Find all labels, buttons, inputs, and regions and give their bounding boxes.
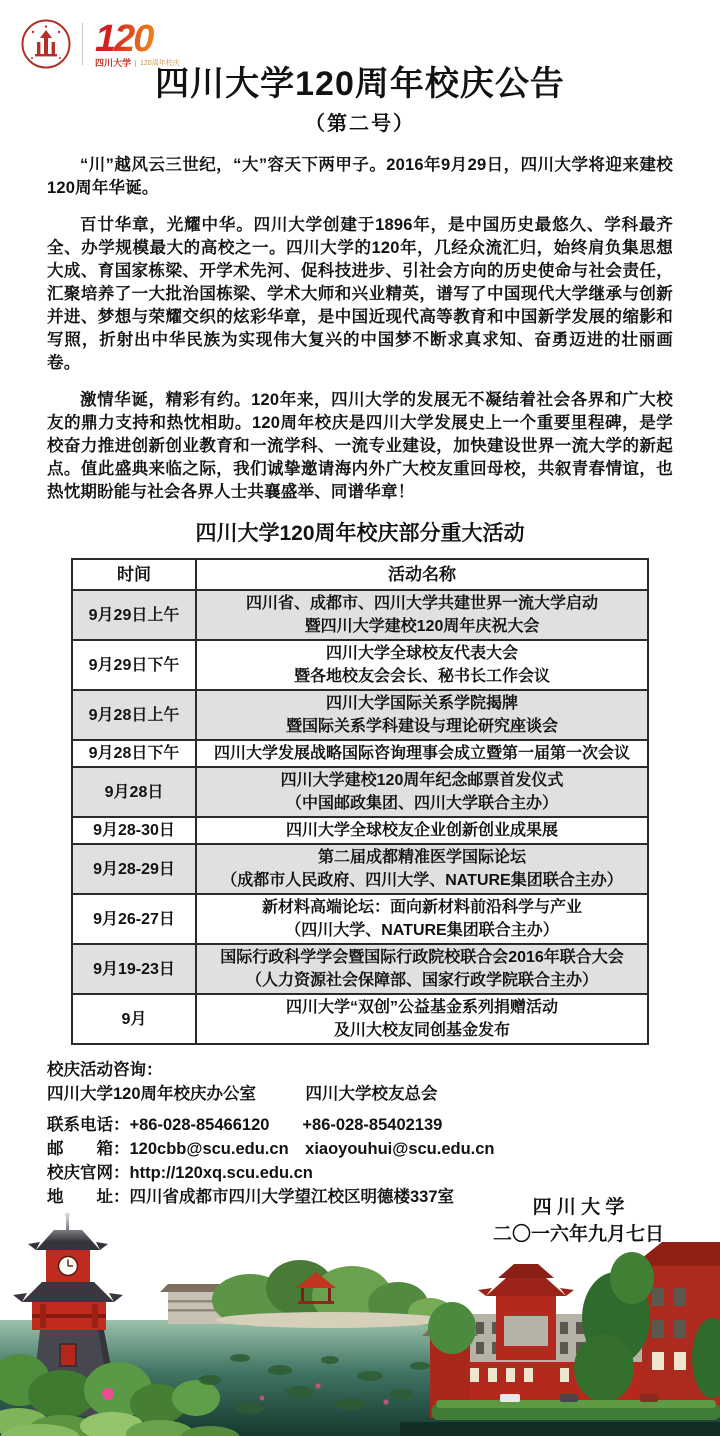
event-time: 9月29日下午 — [72, 640, 196, 690]
table-row — [72, 844, 648, 894]
table-row — [72, 817, 648, 844]
seal-gate-emblem — [31, 25, 61, 59]
event-time: 9月28-29日 — [72, 844, 196, 894]
table-row — [72, 767, 648, 817]
logo-university-name: 四川大学 — [95, 58, 132, 68]
contact-website: 校庆官网：http://120xq.scu.edu.cn — [47, 1164, 313, 1182]
table-row — [72, 894, 648, 944]
events-table-title: 四川大学120周年校庆部分重大活动 — [195, 522, 525, 545]
table-row — [72, 690, 648, 740]
announcement-body — [0, 154, 720, 504]
contact-organizations: 四川大学120周年校庆办公室 四川大学校友总会 — [47, 1085, 438, 1103]
events-table — [71, 558, 649, 1045]
car — [560, 1394, 578, 1402]
contact-heading: 校庆活动咨询： — [47, 1061, 163, 1079]
anniversary-120-logo — [95, 20, 180, 68]
event-activity: 四川大学全球校友代表大会 暨各地校友会会长、秘书长工作会议 — [196, 640, 648, 690]
event-activity: 四川大学全球校友企业创新创业成果展 — [196, 817, 648, 844]
event-time: 9月28-30日 — [72, 817, 196, 844]
event-activity: 四川大学国际关系学院揭牌 暨国际关系学科建设与理论研究座谈会 — [196, 690, 648, 740]
car — [500, 1394, 520, 1402]
table-row — [72, 944, 648, 994]
contact-address: 地 址：四川省成都市四川大学望江校区明德楼337室 — [47, 1188, 455, 1206]
table-row — [72, 994, 648, 1044]
water-shadow — [400, 1422, 720, 1436]
event-activity: 国际行政科学学会暨国际行政院校联合会2016年联合大会 （人力资源社会保障部、国家行政学院联合主办） — [196, 944, 648, 994]
logo-divider — [82, 23, 83, 65]
logo-120-number: 120 — [95, 20, 180, 58]
sichuan-university-seal-icon — [20, 18, 72, 70]
pink-balloon — [102, 1388, 114, 1400]
signature-block — [493, 1194, 664, 1248]
contact-phone: 联系电话：+86-028-85466120 +86-028-85402139 — [47, 1116, 443, 1134]
col-header-activity: 活动名称 — [196, 559, 648, 590]
contact-block — [47, 1058, 720, 1209]
table-row — [72, 740, 648, 767]
car — [640, 1394, 658, 1402]
table-row — [72, 590, 648, 640]
event-activity: 第二届成都精准医学国际论坛 （成都市人民政府、四川大学、NATURE集团联合主办） — [196, 844, 648, 894]
contact-email: 邮 箱：120cbb@scu.edu.cn xiaoyouhui@scu.edu.cn — [47, 1140, 495, 1158]
event-time: 9月28日 — [72, 767, 196, 817]
paragraph-3: 激情华诞，精彩有约。120年来，四川大学的发展无不凝结着社会各界和广大校友的鼎力支持和热忱相助。120周年校庆是四川大学发展史上一个重要里程碑，是学校奋力推进创新创业教育和一流学科、一流专业建设，加快建设世界一流大学的新起点。值此盛典来临之际，我们诚挚邀请海内外广大校友重回母校，共叙青春情谊，也热忱期盼能与社会各界人士共襄盛举、同谱华章！ — [47, 391, 673, 501]
event-activity: 四川大学“双创”公益基金系列捐赠活动 及川大校友同创基金发布 — [196, 994, 648, 1044]
event-activity: 四川大学发展战略国际咨询理事会成立暨第一届第一次会议 — [196, 740, 648, 767]
header-logos — [20, 14, 180, 74]
table-header-row — [72, 559, 648, 590]
table-row — [72, 640, 648, 690]
paragraph-2: 百廿华章，光耀中华。四川大学创建于1896年，是中国历史最悠久、学科最齐全、办学规模最大的高校之一。四川大学的120年，几经众流汇归，始终肩负集思想大成、育国家栋梁、开学术先河、促科技进步、引社会方向的历史使命与社会责任，汇聚培养了一大批治国栋梁、学术大师和兴业精英，谱写了中国现代大学继承与创新并进、梦想与荣耀交织的炫彩华章，是中国近现代高等教育和中国新学发展的缩影和写照，折射出中华民族为实现伟大复兴的中国梦不断求真求知、奋勇迈进的壮丽画卷。 — [47, 216, 673, 372]
page-title: 四川大学120周年校庆公告 — [155, 65, 565, 103]
event-activity: 四川省、成都市、四川大学共建世界一流大学启动 暨四川大学建校120周年庆祝大会 — [196, 590, 648, 640]
event-activity: 四川大学建校120周年纪念邮票首发仪式 （中国邮政集团、四川大学联合主办） — [196, 767, 648, 817]
island-trees — [212, 1260, 452, 1328]
event-time: 9月29日上午 — [72, 590, 196, 640]
event-time: 9月28日下午 — [72, 740, 196, 767]
event-activity: 新材料高端论坛：面向新材料前沿科学与产业 （四川大学、NATURE集团联合主办） — [196, 894, 648, 944]
event-time: 9月28日上午 — [72, 690, 196, 740]
event-time: 9月26-27日 — [72, 894, 196, 944]
event-time: 9月19-23日 — [72, 944, 196, 994]
event-time: 9月 — [72, 994, 196, 1044]
logo-anniversary-text: 120周年校庆 — [135, 60, 180, 67]
signature-date: 二〇一六年九月七日 — [492, 1224, 664, 1245]
signature-name: 四 川 大 学 — [532, 1197, 625, 1218]
page-subtitle: （第二号） — [305, 113, 415, 135]
paragraph-1: “川”越风云三世纪，“大”容天下两甲子。2016年9月29日，四川大学将迎来建校120周年华诞。 — [47, 156, 673, 197]
col-header-time: 时间 — [72, 559, 196, 590]
